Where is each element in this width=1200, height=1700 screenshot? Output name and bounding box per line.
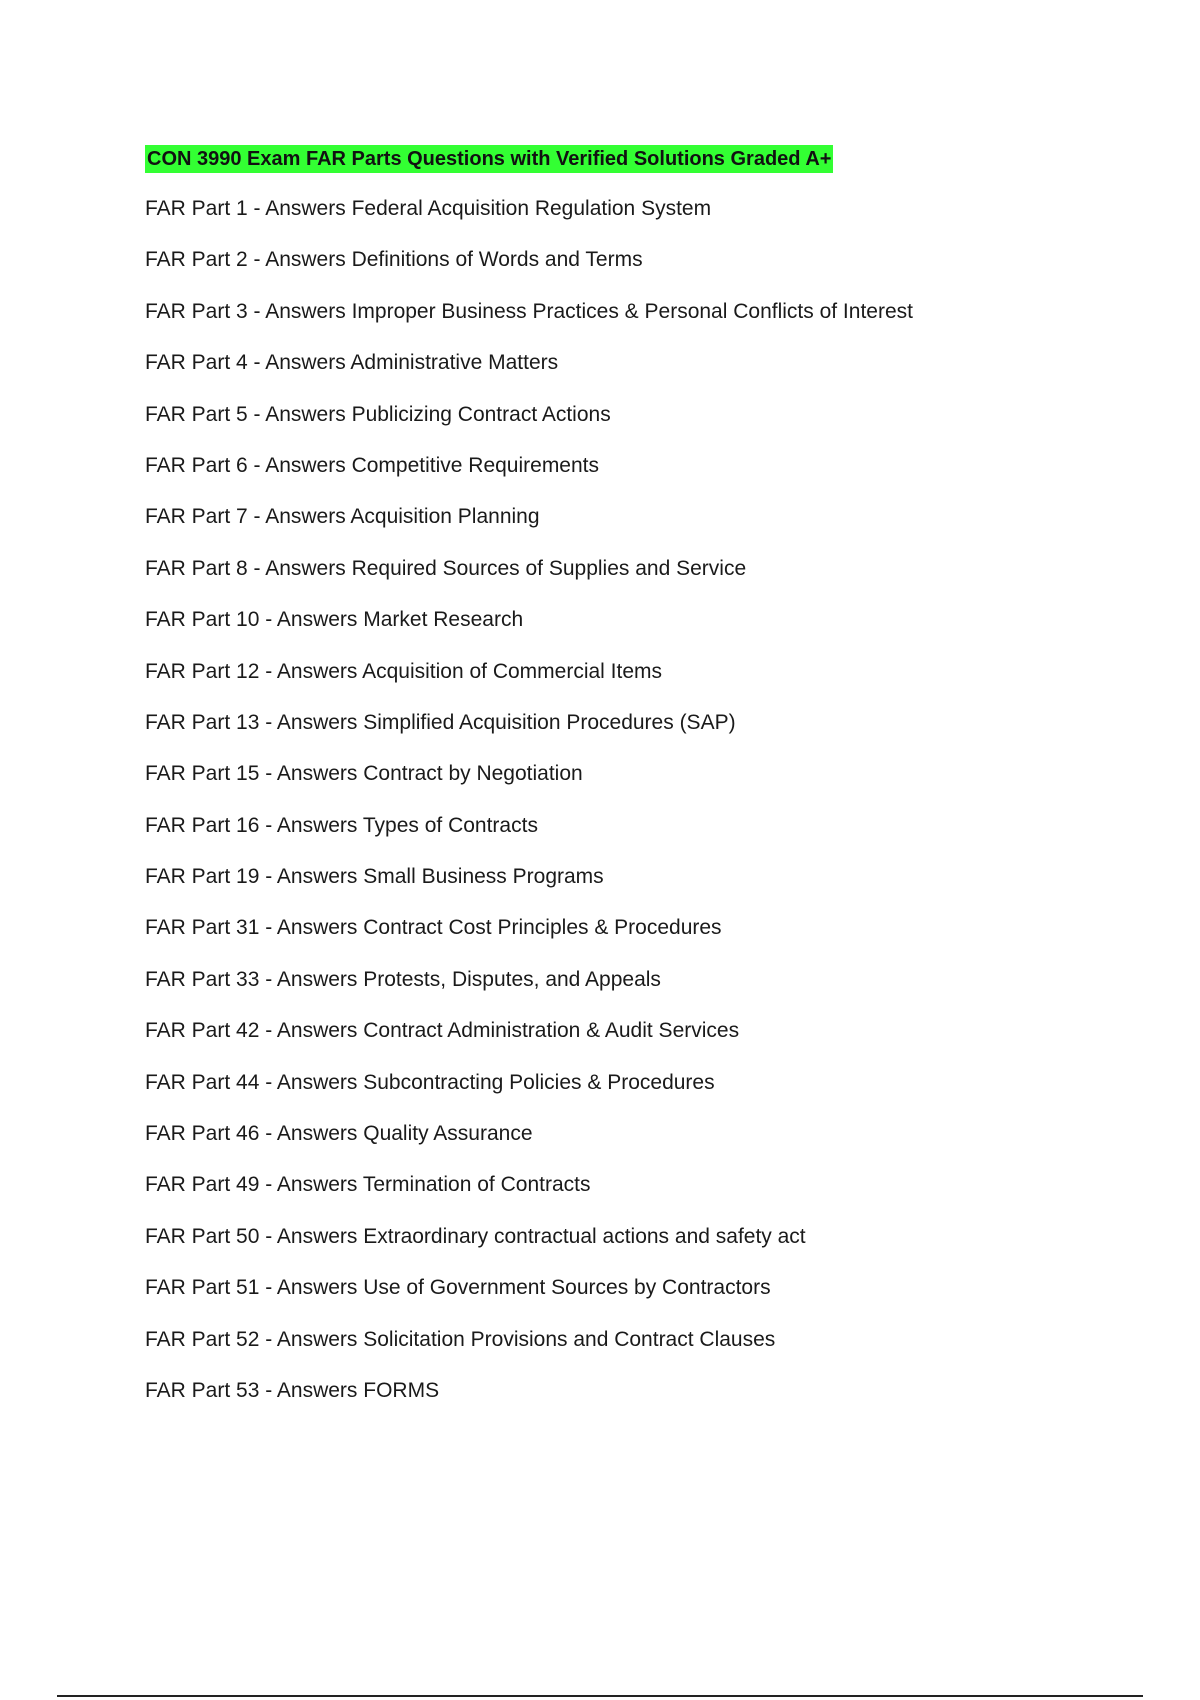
list-item: FAR Part 4 - Answers Administrative Matters xyxy=(145,351,559,375)
list-item: FAR Part 46 - Answers Quality Assurance xyxy=(145,1122,533,1146)
list-item: FAR Part 1 - Answers Federal Acquisition Regulation System xyxy=(145,197,712,220)
list-item: FAR Part 12 - Answers Acquisition of Commercial Items xyxy=(145,659,663,683)
far-parts-list xyxy=(145,194,913,1427)
list-item: FAR Part 13 - Answers Simplified Acquisition Procedures (SAP) xyxy=(145,710,736,734)
list-item: FAR Part 3 - Answers Improper Business Practices & Personal Conflicts of Interest xyxy=(145,299,913,323)
list-item: FAR Part 42 - Answers Contract Administration & Audit Services xyxy=(145,1019,740,1043)
list-item: FAR Part 53 - Answers FORMS xyxy=(145,1378,440,1402)
list-item: FAR Part 6 - Answers Competitive Requirements xyxy=(145,453,600,477)
list-item: FAR Part 16 - Answers Types of Contracts xyxy=(145,813,538,837)
list-item: FAR Part 7 - Answers Acquisition Planning xyxy=(145,505,540,529)
list-item: FAR Part 31 - Answers Contract Cost Principles & Procedures xyxy=(145,916,722,940)
list-item: FAR Part 44 - Answers Subcontracting Policies & Procedures xyxy=(145,1070,715,1094)
list-item: FAR Part 10 - Answers Market Research xyxy=(145,608,524,632)
list-item: FAR Part 49 - Answers Termination of Contracts xyxy=(145,1173,591,1197)
list-item: FAR Part 52 - Answers Solicitation Provisions and Contract Clauses xyxy=(145,1327,776,1351)
document-title: CON 3990 Exam FAR Parts Questions with Verified Solutions Graded A+ xyxy=(145,145,833,173)
list-item: FAR Part 15 - Answers Contract by Negotiation xyxy=(145,762,583,786)
list-item: FAR Part 8 - Answers Required Sources of Supplies and Service xyxy=(145,556,747,580)
title-block xyxy=(145,145,833,173)
list-item: FAR Part 33 - Answers Protests, Disputes, and Appeals xyxy=(145,967,661,991)
list-item: FAR Part 2 - Answers Definitions of Words and Terms xyxy=(145,248,643,272)
list-item: FAR Part 50 - Answers Extraordinary contractual actions and safety act xyxy=(145,1224,806,1248)
footer-divider xyxy=(57,1695,1143,1697)
list-item: FAR Part 51 - Answers Use of Government Sources by Contractors xyxy=(145,1276,771,1300)
list-item: FAR Part 5 - Answers Publicizing Contract Actions xyxy=(145,402,611,426)
list-item: FAR Part 19 - Answers Small Business Programs xyxy=(145,865,604,889)
